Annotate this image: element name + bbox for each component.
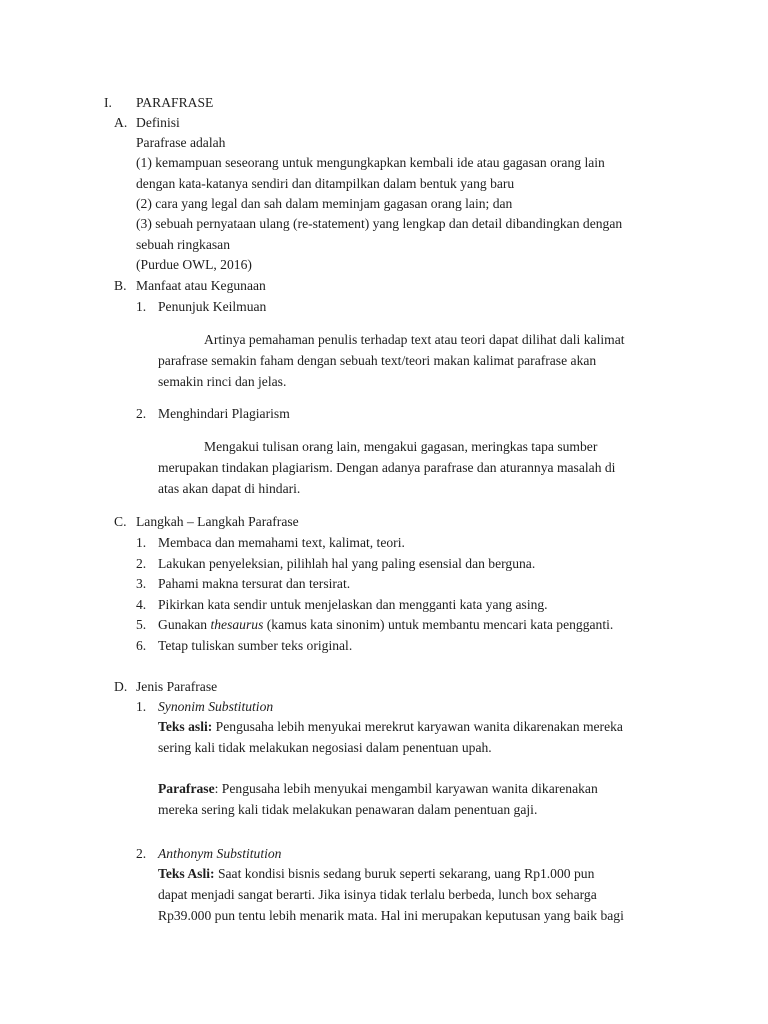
step-text: Lakukan penyeleksian, pilihlah hal yang paling esensial dan berguna. xyxy=(158,556,536,571)
definition-line: (3) sebuah pernyataan ulang (re-statement) yang lengkap dan detail dibandingkan dengan xyxy=(136,216,623,231)
benefit-text-line: parafrase semakin faham dengan sebuah text/teori makan kalimat parafrase akan xyxy=(158,353,597,368)
benefit-number: 2. xyxy=(136,406,147,421)
type-number: 2. xyxy=(136,846,147,861)
step-text: Pahami makna tersurat dan tersirat. xyxy=(158,576,351,591)
subsection-d-title: Jenis Parafrase xyxy=(136,679,218,694)
definition-line: dengan kata-katanya sendiri dan ditampilkan dalam bentuk yang baru xyxy=(136,176,515,191)
benefit-text-line: atas akan dapat di hindari. xyxy=(158,481,301,496)
paraphrase-text-line: mereka sering kali tidak melakukan penawaran dalam penentuan gaji. xyxy=(158,802,538,817)
original-text-line: sering kali tidak melakukan negosiasi dalam penentuan upah. xyxy=(158,740,492,755)
benefit-text-line: Mengakui tulisan orang lain, mengakui gagasan, meringkas tapa sumber xyxy=(204,439,598,454)
original-text-line: Rp39.000 pun tentu lebih menarik mata. Hal ini merupakan keputusan yang baik bagi xyxy=(158,908,624,923)
type-title: Anthonym Substitution xyxy=(158,846,282,861)
type-number: 1. xyxy=(136,699,147,714)
subsection-b-letter: B. xyxy=(114,278,127,293)
subsection-a-title: Definisi xyxy=(136,115,180,130)
step-text: Pikirkan kata sendir untuk menjelaskan dan mengganti kata yang asing. xyxy=(158,597,548,612)
subsection-b-title: Manfaat atau Kegunaan xyxy=(136,278,266,293)
step-text-emphasis: thesaurus xyxy=(210,617,264,632)
step-number: 6. xyxy=(136,638,147,653)
step-number: 4. xyxy=(136,597,147,612)
subsection-a-letter: A. xyxy=(114,115,128,130)
type-title: Synonim Substitution xyxy=(158,699,274,714)
definition-line: sebuah ringkasan xyxy=(136,237,230,252)
definition-line: (1) kemampuan seseorang untuk mengungkapkan kembali ide atau gagasan orang lain xyxy=(136,155,605,170)
benefit-title: Penunjuk Keilmuan xyxy=(158,299,267,314)
original-text-label: Teks asli: xyxy=(158,719,213,734)
step-text-post: (kamus kata sinonim) untuk membantu mencari kata pengganti. xyxy=(263,617,614,632)
benefit-number: 1. xyxy=(136,299,147,314)
step-number: 3. xyxy=(136,576,147,591)
step-text: Tetap tuliskan sumber teks original. xyxy=(158,638,353,653)
subsection-c-letter: C. xyxy=(114,514,127,529)
original-text-label: Teks Asli: xyxy=(158,866,215,881)
step-text: Membaca dan memahami text, kalimat, teori. xyxy=(158,535,405,550)
step-text xyxy=(158,615,613,635)
step-number: 5. xyxy=(136,617,147,632)
section-numeral: I. xyxy=(104,95,112,110)
paraphrase-label: Parafrase xyxy=(158,781,215,796)
benefit-title: Menghindari Plagiarism xyxy=(158,406,290,421)
subsection-d-letter: D. xyxy=(114,679,128,694)
original-text-line: dapat menjadi sangat berarti. Jika isinya tidak terlalu berbeda, lunch box seharga xyxy=(158,887,597,902)
original-text-line: Teks Asli: Saat kondisi bisnis sedang buruk seperti sekarang, uang Rp1.000 pun xyxy=(158,866,595,881)
step-number: 2. xyxy=(136,556,147,571)
benefit-text-line: Artinya pemahaman penulis terhadap text atau teori dapat dilihat dali kalimat xyxy=(204,332,625,347)
original-text-line: Teks asli: Pengusaha lebih menyukai merekrut karyawan wanita dikarenakan mereka xyxy=(158,719,623,734)
subsection-c-title: Langkah – Langkah Parafrase xyxy=(136,514,299,529)
benefit-text-line: merupakan tindakan plagiarism. Dengan adanya parafrase dan aturannya masalah di xyxy=(158,460,616,475)
definition-citation: (Purdue OWL, 2016) xyxy=(136,257,252,272)
paraphrase-text-line: Parafrase: Pengusaha lebih menyukai mengambil karyawan wanita dikarenakan xyxy=(158,781,598,796)
section-title: PARAFRASE xyxy=(136,95,214,110)
definition-line: Parafrase adalah xyxy=(136,135,226,150)
definition-line: (2) cara yang legal dan sah dalam meminjam gagasan orang lain; dan xyxy=(136,196,513,211)
step-number: 1. xyxy=(136,535,147,550)
step-text-pre: Gunakan xyxy=(158,617,211,632)
benefit-text-line: semakin rinci dan jelas. xyxy=(158,374,287,389)
